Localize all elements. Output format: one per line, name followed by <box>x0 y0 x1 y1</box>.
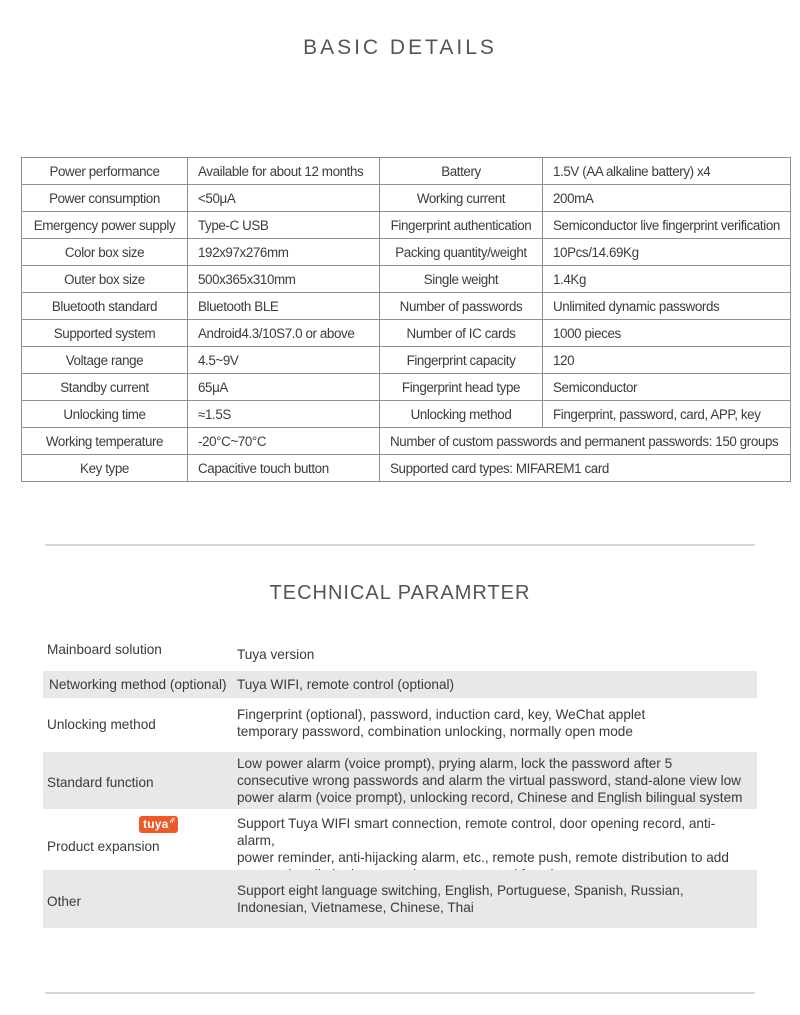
wifi-signal-icon <box>169 817 176 824</box>
spec-label: Number of passwords <box>380 293 543 320</box>
spec-value: 1.5V (AA alkaline battery) x4 <box>543 158 791 185</box>
spec-value: <50μA <box>188 185 380 212</box>
spec-label: Bluetooth standard <box>22 293 188 320</box>
tech-value-line: Support Tuya WIFI smart connection, remote control, door opening record, anti-alarm, <box>237 816 716 848</box>
spec-label: Number of IC cards <box>380 320 543 347</box>
table-row <box>22 401 791 428</box>
spec-label: Color box size <box>22 239 188 266</box>
tech-value-line: power alarm (voice prompt), unlocking record, Chinese and English bilingual system <box>237 790 743 805</box>
spec-value: Fingerprint, password, card, APP, key <box>543 401 791 428</box>
section-divider <box>45 992 755 994</box>
spec-label: Voltage range <box>22 347 188 374</box>
spec-value: Semiconductor live fingerprint verification <box>543 212 791 239</box>
tech-row-mainboard <box>43 636 757 670</box>
spec-label: Power consumption <box>22 185 188 212</box>
table-row <box>22 428 791 455</box>
spec-value: Bluetooth BLE <box>188 293 380 320</box>
tuya-logo-icon <box>139 816 178 833</box>
table-row <box>22 266 791 293</box>
table-row <box>22 212 791 239</box>
spec-label: Power performance <box>22 158 188 185</box>
tech-value-line: power reminder, anti-hijacking alarm, etc., remote push, remote distribution to add <box>237 850 729 865</box>
table-row <box>22 239 791 266</box>
spec-note: Number of custom passwords and permanent passwords: 150 groups <box>380 428 791 455</box>
tech-value-line: consecutive wrong passwords and alarm the virtual password, stand-alone view low <box>237 773 741 788</box>
spec-label: Packing quantity/weight <box>380 239 543 266</box>
spec-value: 10Pcs/14.69Kg <box>543 239 791 266</box>
spec-value: 120 <box>543 347 791 374</box>
spec-label: Key type <box>22 455 188 482</box>
spec-label: Standby current <box>22 374 188 401</box>
table-row <box>22 185 791 212</box>
tech-value-line: Fingerprint (optional), password, induction card, key, WeChat applet <box>237 707 646 722</box>
spec-label: Battery <box>380 158 543 185</box>
tech-label: Other <box>47 894 81 909</box>
spec-value: Unlimited dynamic passwords <box>543 293 791 320</box>
spec-label: Fingerprint head type <box>380 374 543 401</box>
spec-value: Semiconductor <box>543 374 791 401</box>
basic-details-table <box>21 157 791 482</box>
spec-value: 1.4Kg <box>543 266 791 293</box>
spec-label: Fingerprint capacity <box>380 347 543 374</box>
spec-label: Outer box size <box>22 266 188 293</box>
table-row <box>22 293 791 320</box>
spec-value: ≈1.5S <box>188 401 380 428</box>
basic-details-title: BASIC DETAILS <box>303 36 497 59</box>
tech-row-networking <box>43 671 757 698</box>
spec-value: Type-C USB <box>188 212 380 239</box>
tech-row-standard-function <box>43 752 757 809</box>
spec-label: Working temperature <box>22 428 188 455</box>
table-row <box>22 347 791 374</box>
tech-label: Standard function <box>47 775 154 790</box>
tech-label: Networking method (optional) <box>49 677 227 692</box>
table-row <box>22 374 791 401</box>
spec-label: Emergency power supply <box>22 212 188 239</box>
spec-value: 192x97x276mm <box>188 239 380 266</box>
spec-value: 4.5~9V <box>188 347 380 374</box>
tech-value-line: Indonesian, Vietnamese, Chinese, Thai <box>237 900 474 915</box>
tech-value-line: temporary password, combination unlocking, normally open mode <box>237 724 633 739</box>
spec-note: Supported card types: MIFAREM1 card <box>380 455 791 482</box>
spec-label: Fingerprint authentication <box>380 212 543 239</box>
tuya-logo-text: tuya <box>143 817 169 831</box>
spec-value: -20°C~70°C <box>188 428 380 455</box>
tech-value <box>237 882 751 916</box>
spec-label: Supported system <box>22 320 188 347</box>
spec-value: 1000 pieces <box>543 320 791 347</box>
tech-label: Product expansion <box>47 839 160 854</box>
tech-value <box>237 706 751 740</box>
spec-value: 500x365x310mm <box>188 266 380 293</box>
spec-value: Capacitive touch button <box>188 455 380 482</box>
table-row <box>22 158 791 185</box>
tech-row-other <box>43 870 757 928</box>
technical-parameter-title: TECHNICAL PARAMRTER <box>269 582 531 604</box>
spec-value: Available for about 12 months <box>188 158 380 185</box>
table-row <box>22 320 791 347</box>
spec-value: Android4.3/10S7.0 or above <box>188 320 380 347</box>
spec-label: Unlocking method <box>380 401 543 428</box>
tech-row-unlocking <box>43 700 757 750</box>
table-row <box>22 455 791 482</box>
spec-label: Single weight <box>380 266 543 293</box>
tech-value <box>237 755 751 806</box>
spec-label: Unlocking time <box>22 401 188 428</box>
spec-value: 200mA <box>543 185 791 212</box>
tech-value-line: Support eight language switching, English, Portuguese, Spanish, Russian, <box>237 883 684 898</box>
tech-label: Unlocking method <box>47 717 156 732</box>
spec-value: 65μA <box>188 374 380 401</box>
tech-value: Tuya WIFI, remote control (optional) <box>237 677 455 692</box>
tech-value: Tuya version <box>237 647 315 662</box>
spec-label: Working current <box>380 185 543 212</box>
tech-value-line: Low power alarm (voice prompt), prying alarm, lock the password after 5 <box>237 756 673 771</box>
tech-label: Mainboard solution <box>47 642 162 657</box>
section-divider <box>45 544 755 546</box>
